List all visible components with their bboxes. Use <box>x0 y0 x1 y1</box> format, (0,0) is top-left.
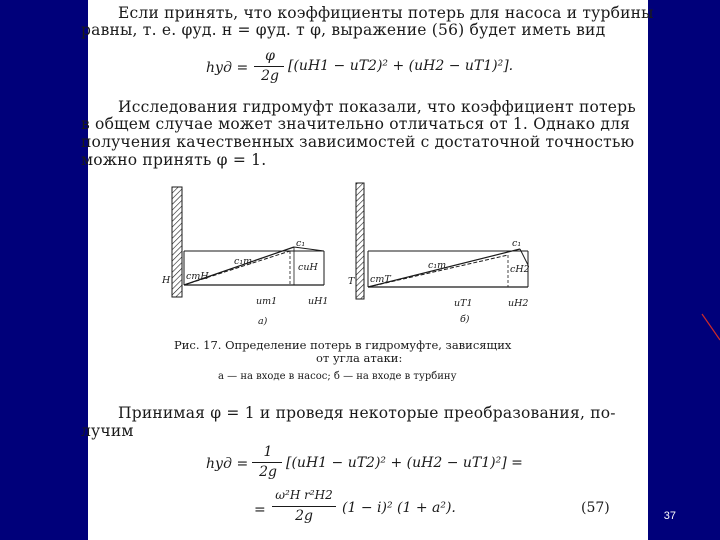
formula3-numerator: ω²Н r²Н2 <box>275 488 333 502</box>
formula1-numerator: φ <box>265 48 275 64</box>
label-right-cm: cmТ <box>370 274 391 285</box>
label-right-ut1: uТ1 <box>454 298 473 309</box>
label-left-cu: cuН <box>298 262 318 273</box>
label-panel-a: а) <box>258 316 268 327</box>
label-right-uh2: uН2 <box>508 298 529 309</box>
paragraph2-line1: Исследования гидромуфт показали, что коэффициент потерь <box>118 98 636 116</box>
figure-caption-line3: а — на входе в насос; б — на входе в турбину <box>218 371 457 382</box>
formula2-rhs: [(uН1 − uТ2)² + (uН2 − uТ1)²] = <box>286 455 523 471</box>
formula3-denominator: 2g <box>295 508 313 524</box>
figure-17-diagram <box>88 175 648 335</box>
label-left-c1t: c₁т <box>234 256 253 267</box>
formula1-denominator: 2g <box>261 68 279 84</box>
formula1-rhs: [(uН1 − uТ2)² + (uН2 − uТ1)²]. <box>288 58 514 74</box>
figure-caption-line2: от угла атаки: <box>316 351 403 365</box>
formula2-numerator: 1 <box>263 444 273 460</box>
label-panel-b: б) <box>460 314 470 325</box>
formula2-fraction-bar <box>252 462 282 463</box>
formula1-lhs: hуд = <box>206 60 249 76</box>
formula1-fraction-bar <box>254 66 284 67</box>
label-right-c1: c₁ <box>512 238 522 249</box>
paragraph2-line3: получения качественных зависимостей с достаточной точностью <box>81 133 635 151</box>
figure-caption-line1: Рис. 17. Определение потерь в гидромуфте, зависящих <box>174 338 512 352</box>
paragraph3-line1: Принимая φ = 1 и проведя некоторые преобразования, по- <box>118 404 616 422</box>
pump-blade-hatched <box>172 187 182 297</box>
document-page <box>81 0 654 540</box>
label-left-ut1: uт1 <box>256 296 278 307</box>
paragraph2-line2: в общем случае может значительно отличаться от 1. Однако для <box>81 115 631 133</box>
label-right-side: Т <box>348 276 355 287</box>
formula2-lhs: hуд = <box>206 456 249 472</box>
label-right-cu: cН2 <box>510 264 530 275</box>
paragraph2-line4: можно принять φ = 1. <box>81 151 267 169</box>
equation-number: (57) <box>581 500 610 516</box>
label-left-uh1: uН1 <box>308 296 329 307</box>
formula2-denominator: 2g <box>259 464 277 480</box>
decorative-red-line <box>700 310 720 350</box>
formula3-lead: = <box>254 502 266 518</box>
formula3-fraction-bar <box>272 506 336 507</box>
label-left-cm: cmН <box>186 271 209 282</box>
paragraph3-line2: лучим <box>81 422 134 440</box>
paragraph1-line1: Если принять, что коэффициенты потерь для насоса и турбины <box>118 4 654 22</box>
slide-number: 37 <box>663 510 676 522</box>
formula3-rhs: (1 − i)² (1 + a²). <box>342 500 456 516</box>
label-right-c1t: c₁т <box>428 260 447 271</box>
label-left-c1: c₁ <box>296 238 306 249</box>
turbine-blade-hatched <box>356 183 364 299</box>
paragraph1-line2: равны, т. е. φуд. н = φуд. т φ, выражение (56) будет иметь вид <box>81 21 606 39</box>
label-left-side: Н <box>162 275 171 286</box>
